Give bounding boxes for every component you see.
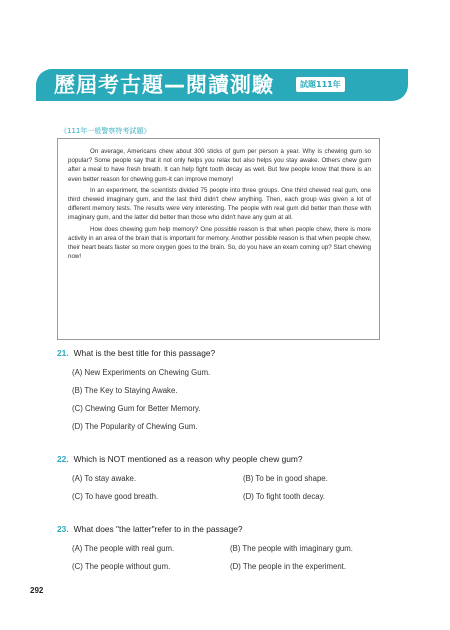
option-d: (D) The people in the experiment. [230,562,347,571]
option-c: (C) Chewing Gum for Better Memory. [72,404,201,413]
option-a: (A) The people with real gum. [72,544,175,553]
option-b: (B) To be in good shape. [243,474,328,483]
question-text: What does "the latter"refer to in the passage? [73,524,243,534]
question-number: 21. [57,348,69,358]
option-b: (B) The Key to Staying Awake. [72,386,178,395]
option-d: (D) To fight tooth decay. [243,492,326,501]
option-b: (B) The people with imaginary gum. [230,544,353,553]
year-tag: 試題111年 [296,77,345,92]
section-title: 歷屆考古題—閱讀測驗 [54,73,274,97]
option-d: (D) The Popularity of Chewing Gum. [72,422,198,431]
question-21 [57,348,215,358]
option-c: (C) To have good breath. [72,492,159,501]
passage-paragraph: On average, Americans chew about 300 sticks of gum per person a year. Why is chewing gum so popular? Some people say that it not only helps you relax but also helps you stay awake. Others chew gum after a meal to have fresh breath. It can help fight tooth decay as well. But few people know that there is an even better reason for chewing gum-it can improve memory! [68,148,371,183]
passage-paragraph: In an experiment, the scientists divided 75 people into three groups. One third chewed real gum, one third chewed imaginary gum, and the last third didn't chew anything. Then, each group was given a lot of different memory tests. The results were very interesting. The people with real gum did better than those with imaginary gum, and the latter did better than those who didn't have any gum at all. [68,186,371,222]
question-22 [57,454,303,464]
question-text: What is the best title for this passage? [73,348,216,358]
section-banner [36,69,408,101]
passage-paragraph: How does chewing gum help memory? One possible reason is that when people chew, there is more activity in an area of the brain that is important for memory. Another possible reason is that when people chew, their heart beats faster so more oxygen goes to the brain. So, do you have an exam coming up? Start chewing now! [68,225,371,261]
source-label: 《111年一般警察特考試題》 [60,127,151,135]
question-text: Which is NOT mentioned as a reason why people chew gum? [73,454,303,464]
option-c: (C) The people without gum. [72,562,171,571]
page-number: 292 [30,586,44,595]
option-a: (A) To stay awake. [72,474,136,483]
option-a: (A) New Experiments on Chewing Gum. [72,368,211,377]
question-23 [57,524,243,534]
reading-passage [57,138,380,340]
question-number: 23. [57,524,69,534]
question-number: 22. [57,454,69,464]
